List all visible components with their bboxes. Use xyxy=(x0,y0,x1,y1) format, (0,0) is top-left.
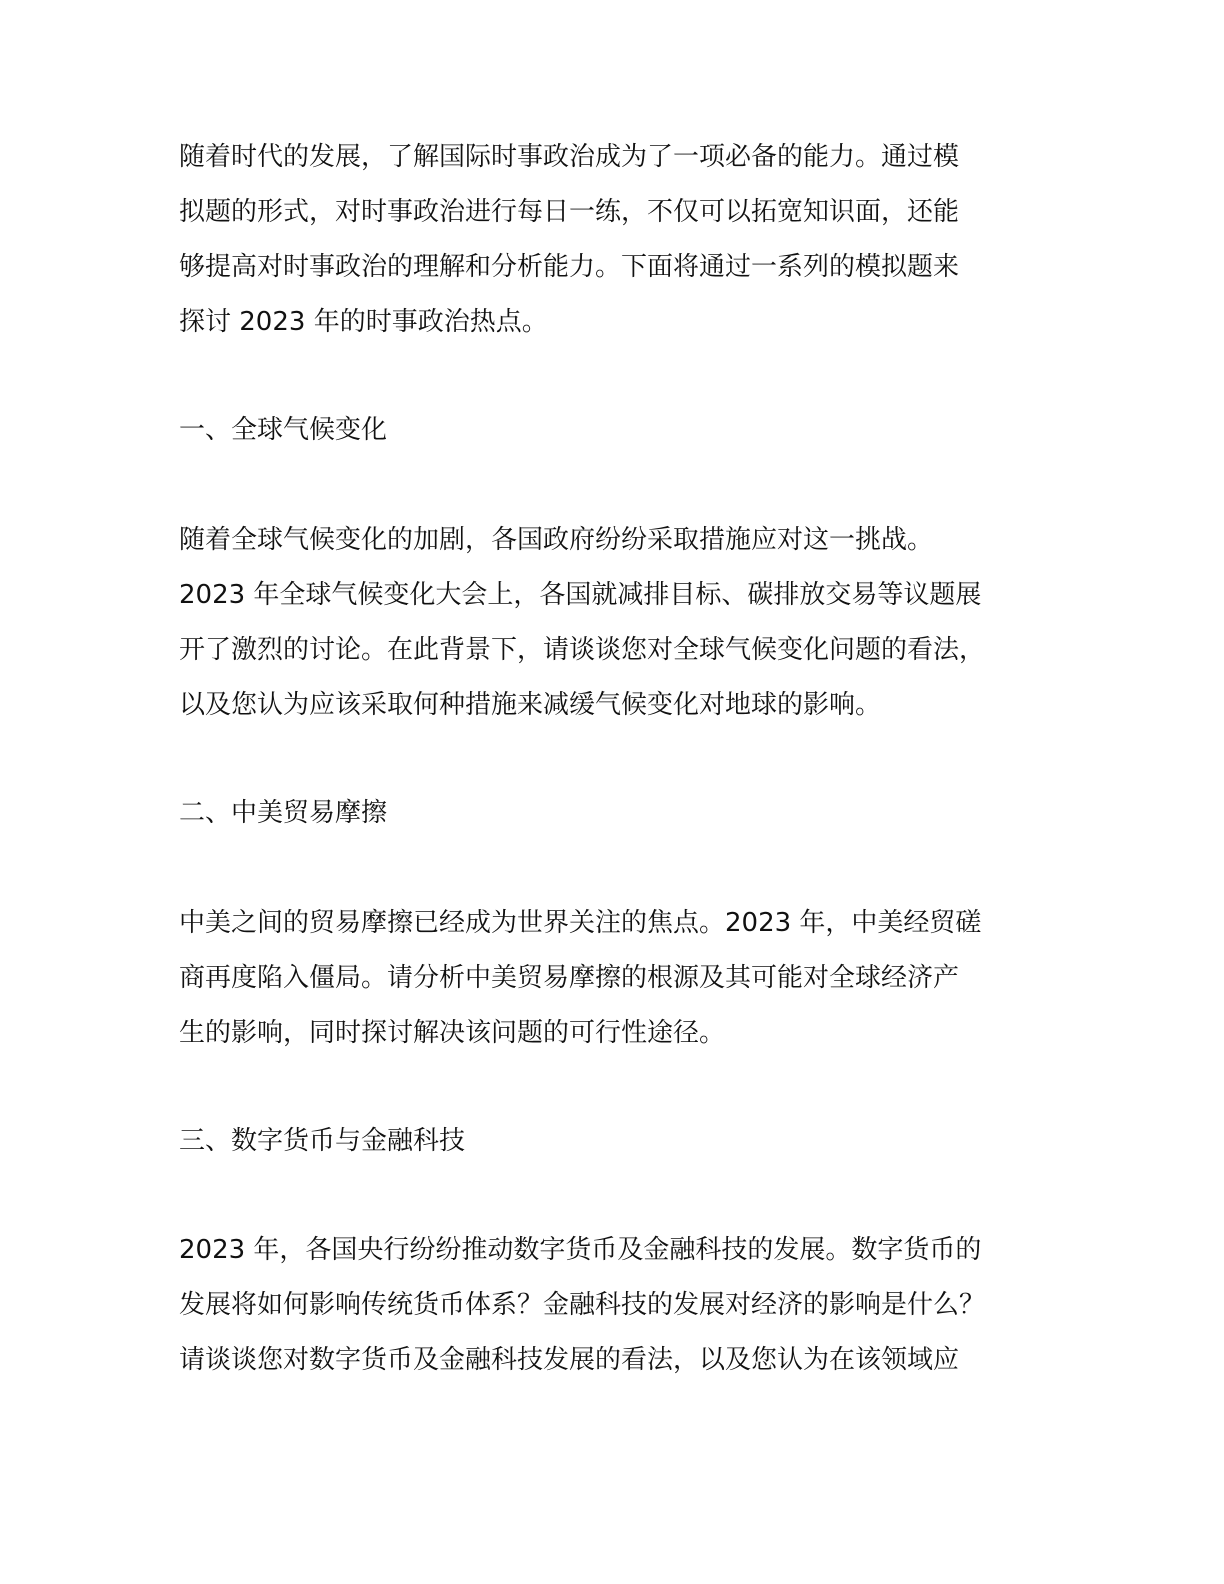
trade-line-1: 中美之间的贸易摩擦已经成为世界关注的焦点。2023 年，中美经贸磋 xyxy=(179,908,982,938)
digital-line-3: 请谈谈您对数字货币及金融科技发展的看法，以及您认为在该领域应 xyxy=(179,1345,960,1375)
climate-line-2: 2023 年全球气候变化大会上，各国就减排目标、碳排放交易等议题展 xyxy=(179,580,982,610)
climate-line-4: 以及您认为应该采取何种措施来减缓气候变化对地球的影响。 xyxy=(179,690,882,720)
climate-line-3: 开了激烈的讨论。在此背景下，请谈谈您对全球气候变化问题的看法， xyxy=(179,635,986,665)
digital-line-1: 2023 年，各国央行纷纷推动数字货币及金融科技的发展。数字货币的 xyxy=(179,1235,982,1265)
trade-line-3: 生的影响，同时探讨解决该问题的可行性途径。 xyxy=(179,1018,726,1048)
section-heading-trade: 二、中美贸易摩擦 xyxy=(179,798,388,828)
section-heading-climate: 一、全球气候变化 xyxy=(179,415,388,445)
digital-line-2: 发展将如何影响传统货币体系？金融科技的发展对经济的影响是什么？ xyxy=(179,1290,986,1320)
intro-line-1: 随着时代的发展，了解国际时事政治成为了一项必备的能力。通过模 xyxy=(179,142,960,172)
section-heading-digital-currency: 三、数字货币与金融科技 xyxy=(179,1126,466,1156)
intro-line-2: 拟题的形式，对时事政治进行每日一练，不仅可以拓宽知识面，还能 xyxy=(179,197,960,227)
trade-line-2: 商再度陷入僵局。请分析中美贸易摩擦的根源及其可能对全球经济产 xyxy=(179,963,960,993)
climate-line-1: 随着全球气候变化的加剧，各国政府纷纷采取措施应对这一挑战。 xyxy=(179,525,934,555)
intro-line-3: 够提高对时事政治的理解和分析能力。下面将通过一系列的模拟题来 xyxy=(179,252,960,282)
intro-line-4: 探讨 2023 年的时事政治热点。 xyxy=(179,307,548,337)
